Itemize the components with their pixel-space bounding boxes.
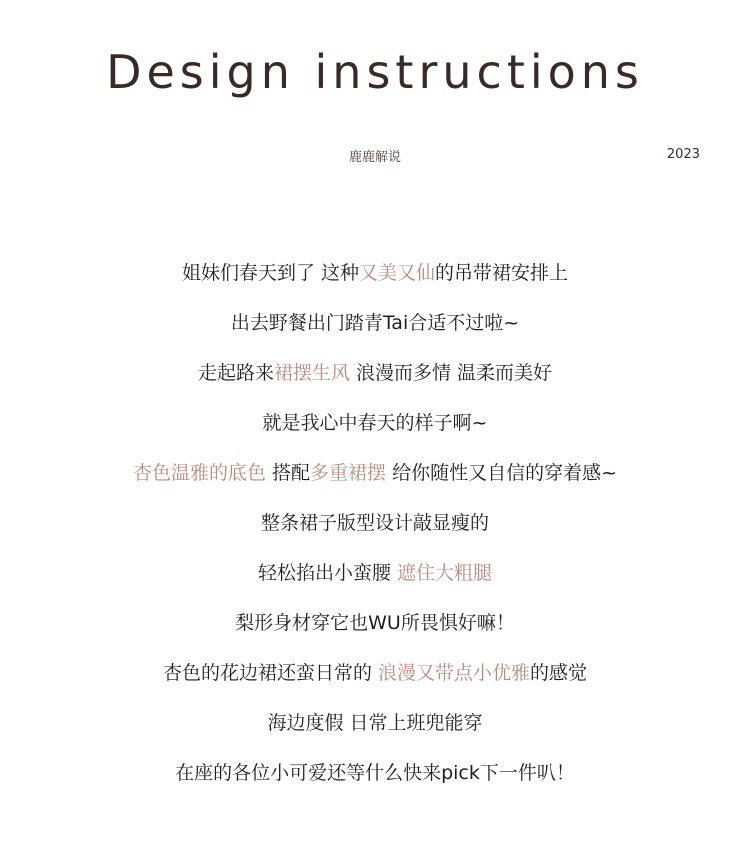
description-line — [0, 754, 750, 804]
line-text: 整条裙子版型设计敲显瘦的 — [260, 512, 489, 534]
description-line — [0, 654, 750, 704]
line-highlight: 又美又仙 — [359, 262, 436, 284]
line-text: 在座的各位小可爱还等什么快来pick下一件叭！ — [175, 762, 575, 784]
line-highlight: 裙摆生风 — [273, 362, 350, 384]
author-label: 鹿鹿解说 — [348, 150, 401, 165]
line-highlight: 杏色温雅的底色 — [132, 462, 266, 484]
line-text: 梨形身材穿它也WU所畏惧好嘛！ — [235, 612, 515, 634]
description-line — [0, 254, 750, 304]
page-title: Design instructions — [106, 45, 644, 99]
description-line — [0, 604, 750, 654]
line-text: 就是我心中春天的样子啊~ — [262, 412, 488, 434]
description-line — [0, 404, 750, 454]
line-text: 姐妹们春天到了 这种 — [181, 262, 359, 284]
line-highlight: 浪漫又带点小优雅 — [378, 662, 531, 684]
description-line — [0, 704, 750, 754]
description-line — [0, 454, 750, 504]
line-text: 浪漫而多情 温柔而美好 — [349, 362, 553, 384]
line-text: 杏色的花边裙还蛮日常的 — [162, 662, 378, 684]
line-text: 搭配 — [265, 462, 311, 484]
description-line — [0, 354, 750, 404]
line-text: 出去野餐出门踏青Tai合适不过啦~ — [230, 312, 520, 334]
line-text: 的感觉 — [530, 662, 588, 684]
description-body — [0, 254, 750, 804]
line-text: 轻松掐出小蛮腰 — [257, 562, 398, 584]
line-text: 给你随性又自信的穿着感~ — [386, 462, 618, 484]
description-line — [0, 304, 750, 354]
description-line — [0, 554, 750, 604]
line-text: 走起路来 — [197, 362, 274, 384]
year-label: 2023 — [666, 147, 700, 162]
line-highlight: 遮住大粗腿 — [397, 562, 493, 584]
line-highlight: 多重裙摆 — [310, 462, 387, 484]
line-text: 海边度假 日常上班兜能穿 — [267, 712, 483, 734]
description-line — [0, 504, 750, 554]
line-text: 的吊带裙安排上 — [435, 262, 569, 284]
